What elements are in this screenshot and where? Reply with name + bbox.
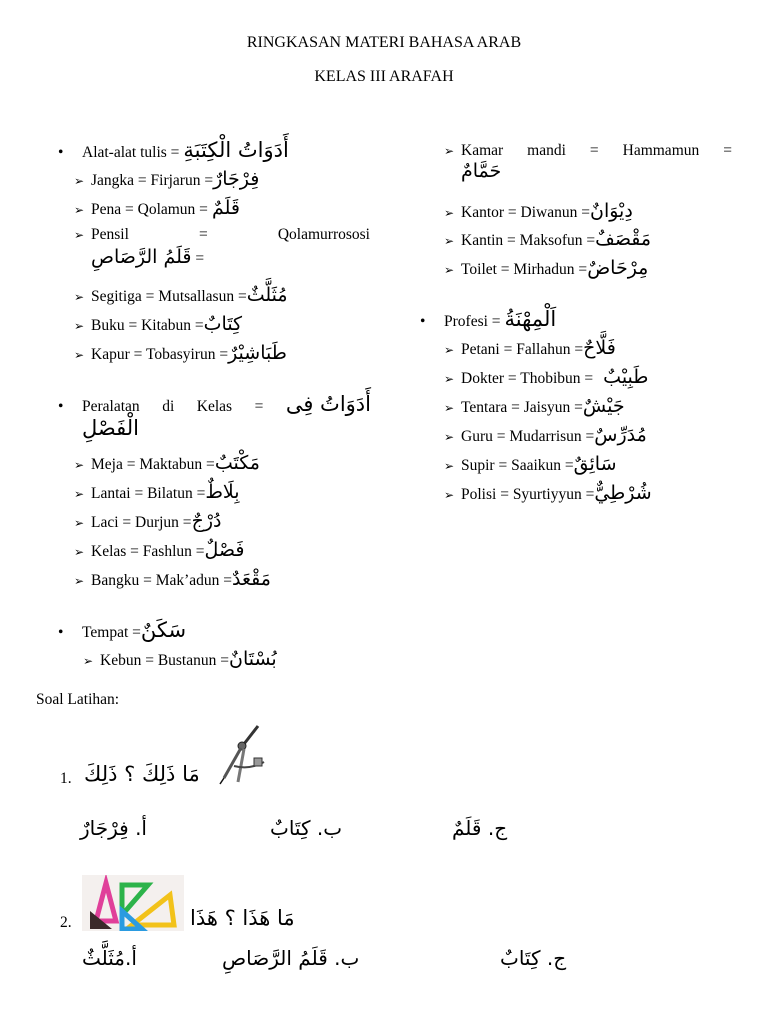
answer-option-a: أ.مُثَلَّثٌ [82,946,137,970]
item-arabic: مَقْعَدٌ [232,568,271,590]
arrow-bullet-icon: ➢ [444,263,455,277]
item-arabic: طَبَاشِيْرٌ [228,342,287,364]
item-text: Kebun = Bustanun = [100,652,229,669]
item-text: Kantin = Maksofun = [461,232,596,249]
arrow-bullet-icon: ➢ [444,459,455,473]
item-arabic: فَلَّاحٌ [583,337,616,359]
item-text: Kantor = Diwanun = [461,204,590,221]
item-text: Supir = Saaikun = [461,457,574,474]
item-text: Segitiga = Mutsallasun = [91,288,247,305]
item-arabic: فِرْجَارٌ [213,168,260,190]
item-arabic: مُدَرِّسٌ [594,424,647,446]
item-arabic: جَيْشٌ [582,395,625,417]
page-subtitle: KELAS III ARAFAH [314,68,454,85]
arrow-bullet-icon: ➢ [74,574,85,588]
arrow-bullet-icon: ➢ [74,174,85,188]
list-item [74,284,288,306]
question-number: 1. [60,770,72,787]
item-arabic: فَصْلٌ [204,539,245,561]
list-item: ➢ Kamar mandi = Hammamun = حَمَّامٌ [444,142,732,182]
list-item [444,424,647,446]
bullet-icon: • [58,144,64,161]
section-arabic-cont: الْفَصْلِ [82,416,139,440]
list-item: ➢ Pensil = Qolamurrososi قَلَمُ الرَّصَاصِ = [74,226,370,268]
item-arabic: قَلَمُ الرَّصَاصِ [91,246,192,268]
answer-option-c: ج. قَلَمٌ [452,816,508,840]
arrow-bullet-icon: ➢ [83,654,94,668]
compass-icon [214,722,266,786]
item-text: Meja = Maktabun = [91,456,215,473]
arrow-bullet-icon: ➢ [444,234,455,248]
item-text: Dokter = Thobibun = [461,370,594,387]
section-label: Profesi = [444,313,501,330]
arrow-bullet-icon: ➢ [444,343,455,357]
section-label: Alat-alat tulis = [82,144,180,161]
list-item [74,481,240,503]
section-label: Tempat = [82,624,141,641]
list-item [74,168,259,190]
item-text: Lantai = Bilatun = [91,485,206,502]
item-arabic: مَقْصَفٌ [595,228,652,250]
list-item [74,539,244,561]
arrow-bullet-icon: ➢ [444,206,455,220]
item-text: Guru = Mudarrisun = [461,428,595,445]
arrow-bullet-icon: ➢ [74,203,85,217]
item-text: Tentara = Jaisyun = [461,399,583,416]
item-arabic: دِيْوَانٌ [589,200,633,222]
arrow-bullet-icon: ➢ [74,545,85,559]
list-item [444,337,616,359]
answer-option-a: أ. فِرْجَارٌ [80,816,147,840]
item-arabic: بِلَاطٌ [205,481,240,503]
section-writing-tools [58,138,289,162]
question-text: مَا هَذَا ؟ هَذَا [190,906,295,930]
item-text: Laci = Durjun = [91,514,192,531]
item-text: Toilet = Mirhadun = [461,261,588,278]
item-arabic: مَكْتَبٌ [214,452,260,474]
item-text: Polisi = Syurtiyyun = [461,486,595,503]
section-arabic: اَلْمِهْنَةُ [504,307,557,331]
section-arabic: أَدَوَاتُ فِى [285,392,371,416]
item-arabic: بُسْتَانٌ [229,648,277,670]
arrow-bullet-icon: ➢ [444,488,455,502]
section-place [58,618,186,642]
list-item [74,510,221,532]
item-text: Kapur = Tobasyirun = [91,346,229,363]
item-text: Buku = Kitabun = [91,317,204,334]
set-squares-icon [82,875,184,931]
page-title: RINGKASAN MATERI BAHASA ARAB [246,34,522,51]
list-item [444,482,652,504]
list-item [74,197,240,219]
item-text: Kelas = Fashlun = [91,543,205,560]
answer-option-b: ب. قَلَمُ الرَّصَاصِ [222,946,360,970]
item-arabic: شُرْطِيٌّ [594,482,652,504]
list-item [444,257,648,279]
item-arabic: مُثَلَّثٌ [246,284,288,306]
list-item [74,568,271,590]
arrow-bullet-icon: ➢ [74,458,85,472]
answer-option-c: ج. كِتَابٌ [500,946,567,970]
question-text: مَا ذَلِكَ ؟ ذَلِكَ [84,762,200,786]
item-text: Pena = Qolamun = [91,201,208,218]
item-arabic: طَبِيْبٌ [603,366,649,388]
section-profession [420,307,556,331]
item-arabic: حَمَّامٌ [461,160,502,182]
list-item [444,228,651,250]
list-item [444,395,625,417]
list-item [444,453,616,475]
item-arabic: سَائِقٌ [573,453,617,475]
bullet-icon: • [58,398,64,415]
list-item [83,648,277,670]
item-text: Petani = Fallahun = [461,341,584,358]
arrow-bullet-icon: ➢ [74,290,85,304]
bullet-icon: • [420,313,426,330]
arrow-bullet-icon: ➢ [444,430,455,444]
list-item [74,452,260,474]
list-item [74,313,242,335]
arrow-bullet-icon: ➢ [444,401,455,415]
list-item [444,366,648,388]
answer-option-b: ب. كِتَابٌ [270,816,343,840]
exercise-heading: Soal Latihan: [36,691,120,708]
arrow-bullet-icon: ➢ [444,372,455,386]
bullet-icon: • [58,624,64,641]
arrow-bullet-icon: ➢ [74,516,85,530]
list-item [74,342,287,364]
item-text: Bangku = Mak’adun = [91,572,233,589]
arrow-bullet-icon: ➢ [74,348,85,362]
list-item [444,200,633,222]
arrow-bullet-icon: ➢ [74,228,85,242]
item-arabic: قَلَمٌ [211,197,240,219]
item-text: Jangka = Firjarun = [91,172,214,189]
arrow-bullet-icon: ➢ [74,319,85,333]
item-arabic: مِرْحَاضٌ [587,257,649,279]
arrow-bullet-icon: ➢ [444,144,455,158]
item-arabic: كِتَابٌ [203,313,243,335]
question-number: 2. [60,914,72,931]
arrow-bullet-icon: ➢ [74,487,85,501]
section-arabic: سَكَنٌ [140,618,187,642]
section-classroom-equipment: • Peralatan di Kelas = أَدَوَاتُ فِى الْفَصْلِ [58,392,371,440]
item-arabic: دُرْجٌ [191,510,222,532]
section-arabic: أَدَوَاتُ الْكِتَبَةِ [183,138,289,162]
